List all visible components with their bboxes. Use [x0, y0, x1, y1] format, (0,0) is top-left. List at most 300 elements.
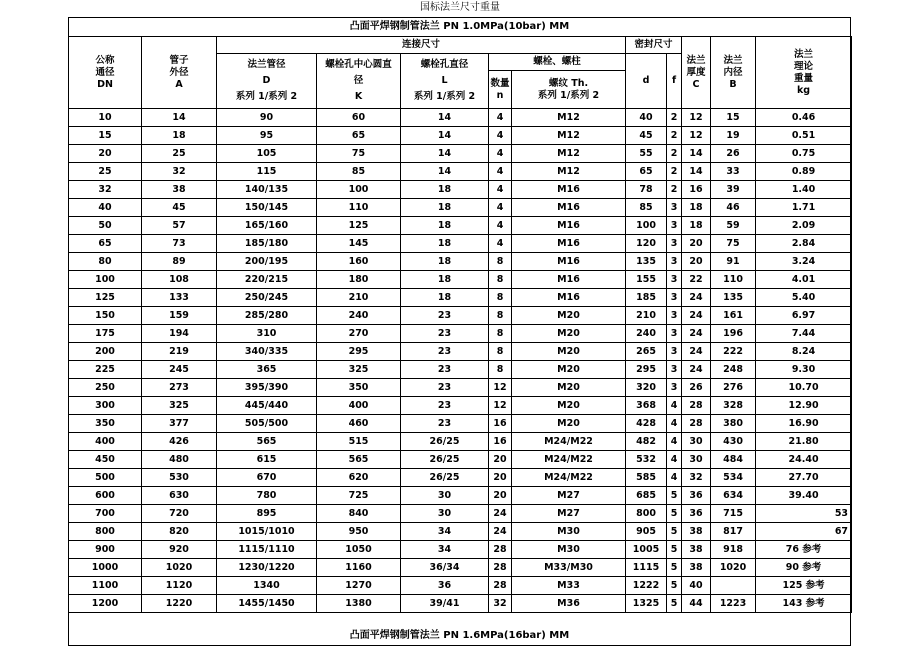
cell-flange-od: 615	[217, 451, 317, 469]
table-row	[69, 181, 852, 199]
cell-weight: 6.97	[756, 307, 852, 325]
cell-seal-f: 3	[667, 235, 682, 253]
cell-seal-d: 45	[626, 127, 667, 145]
cell-bolt-hole: 23	[401, 397, 489, 415]
cell-dn: 1200	[69, 595, 142, 613]
cell-seal-f: 4	[667, 415, 682, 433]
cell-bore: 19	[711, 127, 756, 145]
cell-seal-f: 4	[667, 397, 682, 415]
cell-flange-od: 140/135	[217, 181, 317, 199]
cell-seal-f: 4	[667, 433, 682, 451]
cell-bore: 380	[711, 415, 756, 433]
cell-weight: 0.46	[756, 109, 852, 127]
cell-bolt-circle: 1270	[317, 577, 401, 595]
cell-weight: 90 参考	[756, 559, 852, 577]
header-dn: 公称 通径 DN	[69, 37, 142, 109]
cell-bolt-count: 8	[489, 289, 512, 307]
cell-thread: M20	[512, 325, 626, 343]
header-connection-size: 连接尺寸	[217, 37, 626, 54]
cell-bore: 328	[711, 397, 756, 415]
cell-flange-od: 1115/1110	[217, 541, 317, 559]
cell-seal-d: 185	[626, 289, 667, 307]
table-row	[69, 271, 852, 289]
cell-bolt-count: 20	[489, 487, 512, 505]
cell-bore: 33	[711, 163, 756, 181]
cell-bolt-circle: 1380	[317, 595, 401, 613]
cell-thickness: 20	[682, 253, 711, 271]
cell-seal-f: 3	[667, 271, 682, 289]
cell-pipe-od: 133	[142, 289, 217, 307]
cell-weight: 3.24	[756, 253, 852, 271]
cell-thread: M20	[512, 379, 626, 397]
cell-dn: 400	[69, 433, 142, 451]
cell-seal-f: 5	[667, 595, 682, 613]
cell-bore: 46	[711, 199, 756, 217]
cell-weight: 1.40	[756, 181, 852, 199]
cell-bolt-circle: 725	[317, 487, 401, 505]
table-row	[69, 415, 852, 433]
cell-thread: M30	[512, 541, 626, 559]
cell-bolt-hole: 18	[401, 271, 489, 289]
cell-bolt-circle: 75	[317, 145, 401, 163]
header-thread: 螺纹 Th. 系列 1/系列 2	[512, 71, 626, 109]
cell-flange-od: 895	[217, 505, 317, 523]
cell-seal-f: 5	[667, 559, 682, 577]
cell-pipe-od: 245	[142, 361, 217, 379]
cell-seal-f: 2	[667, 181, 682, 199]
cell-dn: 900	[69, 541, 142, 559]
cell-bore: 75	[711, 235, 756, 253]
cell-pipe-od: 18	[142, 127, 217, 145]
cell-bolt-count: 8	[489, 271, 512, 289]
cell-weight: 24.40	[756, 451, 852, 469]
cell-thread: M24/M22	[512, 469, 626, 487]
cell-bore: 817	[711, 523, 756, 541]
table-row	[69, 109, 852, 127]
cell-seal-d: 905	[626, 523, 667, 541]
cell-pipe-od: 194	[142, 325, 217, 343]
cell-bore: 918	[711, 541, 756, 559]
header-theoretical-weight: 法兰 理论 重量 kg	[756, 37, 852, 109]
cell-thickness: 24	[682, 307, 711, 325]
cell-thickness: 22	[682, 271, 711, 289]
cell-weight: 0.75	[756, 145, 852, 163]
cell-pipe-od: 73	[142, 235, 217, 253]
cell-bolt-circle: 100	[317, 181, 401, 199]
cell-weight: 7.44	[756, 325, 852, 343]
cell-flange-od: 115	[217, 163, 317, 181]
cell-bolt-hole: 26/25	[401, 451, 489, 469]
cell-weight: 76 参考	[756, 541, 852, 559]
cell-bolt-circle: 85	[317, 163, 401, 181]
cell-thread: M24/M22	[512, 451, 626, 469]
cell-seal-d: 585	[626, 469, 667, 487]
cell-pipe-od: 820	[142, 523, 217, 541]
cell-seal-f: 3	[667, 325, 682, 343]
cell-dn: 300	[69, 397, 142, 415]
cell-bolt-count: 8	[489, 325, 512, 343]
cell-bolt-hole: 14	[401, 127, 489, 145]
cell-bolt-hole: 39/41	[401, 595, 489, 613]
cell-seal-d: 482	[626, 433, 667, 451]
cell-flange-od: 1230/1220	[217, 559, 317, 577]
cell-bolt-hole: 36/34	[401, 559, 489, 577]
cell-thread: M20	[512, 343, 626, 361]
cell-pipe-od: 530	[142, 469, 217, 487]
cell-bore: 196	[711, 325, 756, 343]
cell-bolt-hole: 23	[401, 325, 489, 343]
cell-bolt-circle: 240	[317, 307, 401, 325]
cell-bore: 135	[711, 289, 756, 307]
table-row	[69, 523, 852, 541]
cell-bolt-circle: 60	[317, 109, 401, 127]
cell-thread: M12	[512, 109, 626, 127]
cell-seal-f: 5	[667, 541, 682, 559]
cell-bore: 39	[711, 181, 756, 199]
cell-bolt-count: 8	[489, 343, 512, 361]
cell-bore	[711, 577, 756, 595]
cell-pipe-od: 45	[142, 199, 217, 217]
cell-dn: 10	[69, 109, 142, 127]
cell-bolt-count: 28	[489, 559, 512, 577]
cell-thickness: 20	[682, 235, 711, 253]
cell-thickness: 32	[682, 469, 711, 487]
cell-thread: M16	[512, 199, 626, 217]
cell-pipe-od: 377	[142, 415, 217, 433]
header-bolts: 螺栓、螺柱	[489, 54, 626, 71]
table-row	[69, 595, 852, 613]
cell-flange-od: 185/180	[217, 235, 317, 253]
cell-pipe-od: 325	[142, 397, 217, 415]
cell-seal-d: 85	[626, 199, 667, 217]
cell-bolt-count: 20	[489, 469, 512, 487]
cell-pipe-od: 1220	[142, 595, 217, 613]
cell-bolt-count: 4	[489, 127, 512, 145]
cell-weight: 4.01	[756, 271, 852, 289]
cell-bolt-count: 8	[489, 307, 512, 325]
table-row	[69, 163, 852, 181]
cell-bolt-hole: 18	[401, 217, 489, 235]
cell-bore: 276	[711, 379, 756, 397]
cell-dn: 20	[69, 145, 142, 163]
cell-weight: 1.71	[756, 199, 852, 217]
cell-bolt-count: 4	[489, 181, 512, 199]
cell-seal-d: 320	[626, 379, 667, 397]
cell-bolt-count: 16	[489, 433, 512, 451]
cell-pipe-od: 426	[142, 433, 217, 451]
cell-bolt-circle: 325	[317, 361, 401, 379]
cell-seal-f: 3	[667, 199, 682, 217]
cell-bore: 634	[711, 487, 756, 505]
cell-flange-od: 445/440	[217, 397, 317, 415]
table-row	[69, 127, 852, 145]
table-row	[69, 307, 852, 325]
cell-pipe-od: 159	[142, 307, 217, 325]
cell-bolt-circle: 350	[317, 379, 401, 397]
cell-seal-d: 120	[626, 235, 667, 253]
table-row	[69, 253, 852, 271]
cell-bolt-circle: 295	[317, 343, 401, 361]
cell-bolt-hole: 26/25	[401, 469, 489, 487]
cell-thread: M30	[512, 523, 626, 541]
cell-dn: 175	[69, 325, 142, 343]
cell-dn: 32	[69, 181, 142, 199]
cell-seal-d: 1222	[626, 577, 667, 595]
table-row	[69, 541, 852, 559]
cell-weight: 143 参考	[756, 595, 852, 613]
cell-seal-f: 3	[667, 307, 682, 325]
cell-bolt-count: 4	[489, 217, 512, 235]
cell-bolt-count: 20	[489, 451, 512, 469]
cell-seal-f: 3	[667, 379, 682, 397]
cell-dn: 200	[69, 343, 142, 361]
cell-seal-f: 3	[667, 361, 682, 379]
cell-flange-od: 250/245	[217, 289, 317, 307]
cell-thread: M20	[512, 415, 626, 433]
cell-thickness: 38	[682, 541, 711, 559]
cell-thickness: 44	[682, 595, 711, 613]
cell-thickness: 18	[682, 199, 711, 217]
cell-weight: 27.70	[756, 469, 852, 487]
header-flange-thickness: 法兰 厚度 C	[682, 37, 711, 109]
header-seal-size: 密封尺寸	[626, 37, 682, 54]
cell-bore: 15	[711, 109, 756, 127]
cell-seal-f: 4	[667, 469, 682, 487]
cell-bolt-count: 4	[489, 163, 512, 181]
cell-bolt-circle: 400	[317, 397, 401, 415]
cell-seal-f: 3	[667, 343, 682, 361]
flange-table-frame	[68, 17, 851, 646]
table-row	[69, 379, 852, 397]
cell-bolt-circle: 180	[317, 271, 401, 289]
cell-bore: 534	[711, 469, 756, 487]
cell-bolt-circle: 110	[317, 199, 401, 217]
cell-pipe-od: 25	[142, 145, 217, 163]
cell-thread: M16	[512, 181, 626, 199]
cell-bolt-circle: 160	[317, 253, 401, 271]
table-row	[69, 577, 852, 595]
cell-dn: 1100	[69, 577, 142, 595]
cell-thread: M36	[512, 595, 626, 613]
table-row	[69, 559, 852, 577]
cell-thickness: 36	[682, 487, 711, 505]
cell-bolt-hole: 34	[401, 523, 489, 541]
cell-bolt-hole: 23	[401, 361, 489, 379]
cell-dn: 250	[69, 379, 142, 397]
cell-bolt-hole: 34	[401, 541, 489, 559]
cell-weight: 39.40	[756, 487, 852, 505]
cell-thickness: 38	[682, 523, 711, 541]
cell-weight: 0.89	[756, 163, 852, 181]
table-row	[69, 469, 852, 487]
cell-thickness: 12	[682, 109, 711, 127]
cell-dn: 1000	[69, 559, 142, 577]
header-bolt-circle: 螺栓孔中心圆直 径 K	[317, 54, 401, 109]
cell-dn: 125	[69, 289, 142, 307]
cell-thickness: 36	[682, 505, 711, 523]
cell-dn: 450	[69, 451, 142, 469]
cell-seal-d: 155	[626, 271, 667, 289]
cell-weight: 9.30	[756, 361, 852, 379]
cell-flange-od: 505/500	[217, 415, 317, 433]
cell-thickness: 38	[682, 559, 711, 577]
cell-pipe-od: 57	[142, 217, 217, 235]
cell-flange-od: 1340	[217, 577, 317, 595]
cell-bolt-count: 28	[489, 577, 512, 595]
cell-thread: M33	[512, 577, 626, 595]
cell-dn: 350	[69, 415, 142, 433]
footer-table-title: 凸面平焊钢制管法兰 PN 1.6MPa(16bar) MM	[349, 630, 570, 641]
cell-weight: 21.80	[756, 433, 852, 451]
cell-pipe-od: 630	[142, 487, 217, 505]
table-row	[69, 487, 852, 505]
header-bolt-count: 数量 n	[489, 71, 512, 109]
table-row	[69, 433, 852, 451]
cell-weight: 12.90	[756, 397, 852, 415]
cell-dn: 225	[69, 361, 142, 379]
cell-bore: 110	[711, 271, 756, 289]
cell-seal-d: 295	[626, 361, 667, 379]
cell-weight: 10.70	[756, 379, 852, 397]
cell-bolt-hole: 18	[401, 253, 489, 271]
cell-seal-d: 135	[626, 253, 667, 271]
cell-pipe-od: 38	[142, 181, 217, 199]
cell-dn: 100	[69, 271, 142, 289]
cell-bolt-hole: 18	[401, 289, 489, 307]
cell-seal-f: 2	[667, 109, 682, 127]
cell-thickness: 14	[682, 163, 711, 181]
cell-flange-od: 220/215	[217, 271, 317, 289]
cell-bolt-count: 4	[489, 199, 512, 217]
table-row	[69, 397, 852, 415]
cell-bolt-hole: 23	[401, 379, 489, 397]
cell-seal-d: 78	[626, 181, 667, 199]
cell-thickness: 30	[682, 433, 711, 451]
table-row	[69, 505, 852, 523]
cell-pipe-od: 273	[142, 379, 217, 397]
cell-weight: 0.51	[756, 127, 852, 145]
cell-flange-od: 365	[217, 361, 317, 379]
cell-seal-d: 40	[626, 109, 667, 127]
cell-flange-od: 200/195	[217, 253, 317, 271]
cell-bolt-hole: 18	[401, 181, 489, 199]
table-row	[69, 199, 852, 217]
cell-pipe-od: 14	[142, 109, 217, 127]
cell-bore: 248	[711, 361, 756, 379]
cell-pipe-od: 108	[142, 271, 217, 289]
header-row-top	[69, 37, 852, 54]
cell-seal-f: 3	[667, 253, 682, 271]
cell-bolt-count: 28	[489, 541, 512, 559]
cell-bolt-hole: 14	[401, 109, 489, 127]
cell-pipe-od: 219	[142, 343, 217, 361]
cell-bolt-circle: 145	[317, 235, 401, 253]
cell-seal-f: 2	[667, 163, 682, 181]
cell-pipe-od: 920	[142, 541, 217, 559]
cell-bolt-circle: 125	[317, 217, 401, 235]
cell-dn: 800	[69, 523, 142, 541]
cell-thickness: 40	[682, 577, 711, 595]
cell-seal-d: 368	[626, 397, 667, 415]
cell-seal-d: 65	[626, 163, 667, 181]
cell-flange-od: 95	[217, 127, 317, 145]
cell-bolt-hole: 23	[401, 415, 489, 433]
cell-bolt-circle: 210	[317, 289, 401, 307]
cell-dn: 50	[69, 217, 142, 235]
cell-dn: 80	[69, 253, 142, 271]
cell-weight: 2.09	[756, 217, 852, 235]
cell-thickness: 24	[682, 361, 711, 379]
cell-pipe-od: 480	[142, 451, 217, 469]
cell-bolt-circle: 460	[317, 415, 401, 433]
cell-pipe-od: 89	[142, 253, 217, 271]
cell-thickness: 14	[682, 145, 711, 163]
cell-bolt-count: 24	[489, 523, 512, 541]
cell-thread: M16	[512, 235, 626, 253]
cell-thickness: 16	[682, 181, 711, 199]
cell-thickness: 24	[682, 289, 711, 307]
cell-seal-d: 1115	[626, 559, 667, 577]
cell-thickness: 30	[682, 451, 711, 469]
cell-seal-d: 428	[626, 415, 667, 433]
cell-bolt-count: 12	[489, 379, 512, 397]
cell-bolt-circle: 270	[317, 325, 401, 343]
cell-thread: M12	[512, 127, 626, 145]
cell-bolt-count: 8	[489, 361, 512, 379]
cell-bore: 222	[711, 343, 756, 361]
cell-thickness: 28	[682, 397, 711, 415]
cell-bolt-circle: 65	[317, 127, 401, 145]
cell-pipe-od: 1020	[142, 559, 217, 577]
cell-dn: 600	[69, 487, 142, 505]
header-seal-d: d	[626, 54, 667, 109]
cell-bolt-hole: 18	[401, 199, 489, 217]
cell-flange-od: 780	[217, 487, 317, 505]
cell-bore: 91	[711, 253, 756, 271]
header-flange-bore: 法兰 内径 B	[711, 37, 756, 109]
cell-thread: M27	[512, 487, 626, 505]
cell-thread: M16	[512, 271, 626, 289]
cell-bolt-hole: 14	[401, 163, 489, 181]
cell-thread: M20	[512, 361, 626, 379]
cell-bore: 715	[711, 505, 756, 523]
cell-weight: 16.90	[756, 415, 852, 433]
cell-seal-d: 532	[626, 451, 667, 469]
cell-thickness: 12	[682, 127, 711, 145]
cell-dn: 15	[69, 127, 142, 145]
cell-seal-f: 5	[667, 487, 682, 505]
cell-seal-f: 3	[667, 217, 682, 235]
cell-bolt-circle: 1050	[317, 541, 401, 559]
cell-seal-f: 5	[667, 505, 682, 523]
cell-flange-od: 90	[217, 109, 317, 127]
cell-bolt-hole: 23	[401, 307, 489, 325]
table-row	[69, 235, 852, 253]
table-row	[69, 289, 852, 307]
cell-weight: 5.40	[756, 289, 852, 307]
header-pipe-od: 管子 外径 A	[142, 37, 217, 109]
cell-bolt-hole: 23	[401, 343, 489, 361]
cell-seal-f: 5	[667, 577, 682, 595]
table-row	[69, 343, 852, 361]
cell-flange-od: 565	[217, 433, 317, 451]
page-title: 国标法兰尺寸重量	[420, 2, 500, 13]
cell-bore: 161	[711, 307, 756, 325]
cell-seal-d: 210	[626, 307, 667, 325]
cell-pipe-od: 720	[142, 505, 217, 523]
cell-seal-f: 5	[667, 523, 682, 541]
cell-seal-d: 100	[626, 217, 667, 235]
